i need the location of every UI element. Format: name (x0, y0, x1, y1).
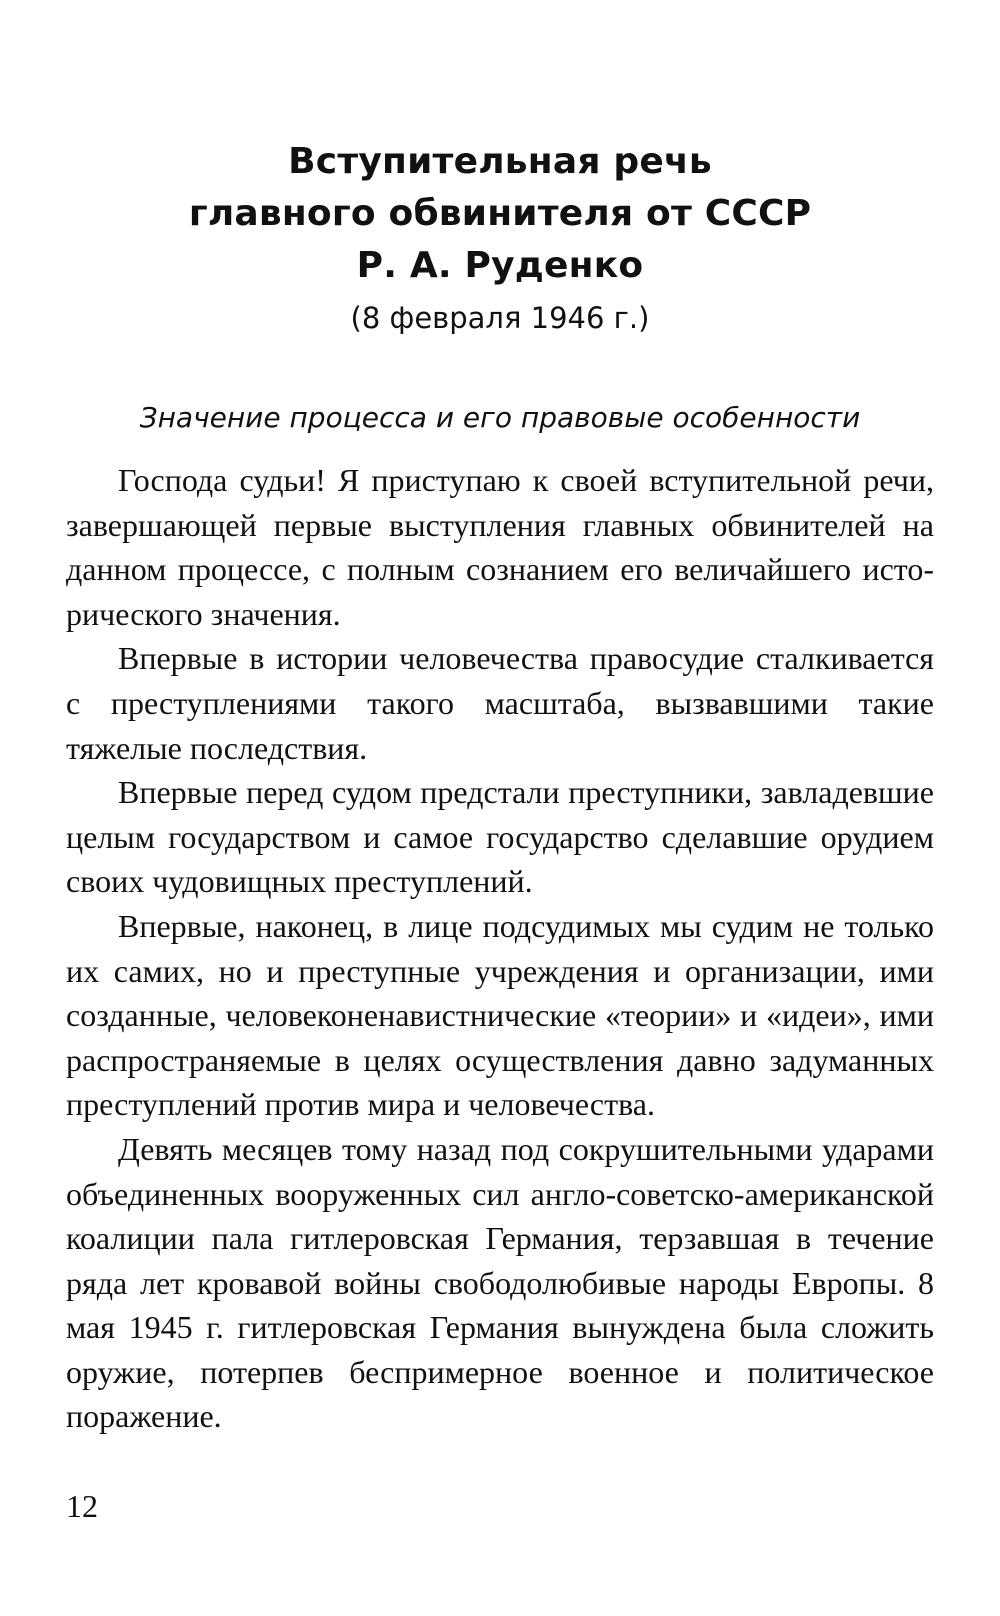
title-line-3: Р. А. Руденко (356, 245, 644, 286)
paragraph-1: Господа судьи! Я приступаю к своей вступительной речи, завершающей первые выступления главных обвинителей на данном процессе, с полным сознанием его величайшего исторического значения. (66, 462, 934, 632)
body-text (66, 458, 934, 1439)
page-number: 12 (66, 1488, 98, 1524)
title-line-2: главного обвинителя от СССР (188, 193, 812, 234)
paragraph-4: Впервые, наконец, в лице подсудимых мы судим не только их самих, но и преступные учреждения и организации, ими созданные, человеконенавистнические «теории» и «идеи», ими распространяемые в целях осуществления давно задуманных преступлений против мира и человечества. (66, 907, 934, 1123)
paragraph-3: Впервые перед судом предстали преступники, завладевшие целым государством и самое государство сделавшие орудием своих чудовищных преступлений. (66, 774, 934, 900)
paragraph-5: Девять месяцев тому назад под сокрушительными ударами объединенных вооруженных сил англо-советско-американской коалиции пала гитлеровская Германия, терзавшая в течение ряда лет кровавой войны свободолюбивые народы Европы. 8 мая 1945 г. гитлеровская Германия вынуждена была сложить оружие, потерпев беспримерное военное и политическое поражение. (66, 1130, 934, 1435)
speech-title (0, 136, 1000, 344)
paragraph-2: Впервые в истории человечества правосудие сталкивается с преступлениями такого масштаба, вызвавшими такие тяжелые последствия. (66, 640, 934, 766)
title-line-1: Вступительная речь (288, 141, 712, 182)
section-heading: Значение процесса и его правовые особенности (139, 401, 861, 434)
title-date: (8 февраля 1946 г.) (350, 301, 650, 335)
